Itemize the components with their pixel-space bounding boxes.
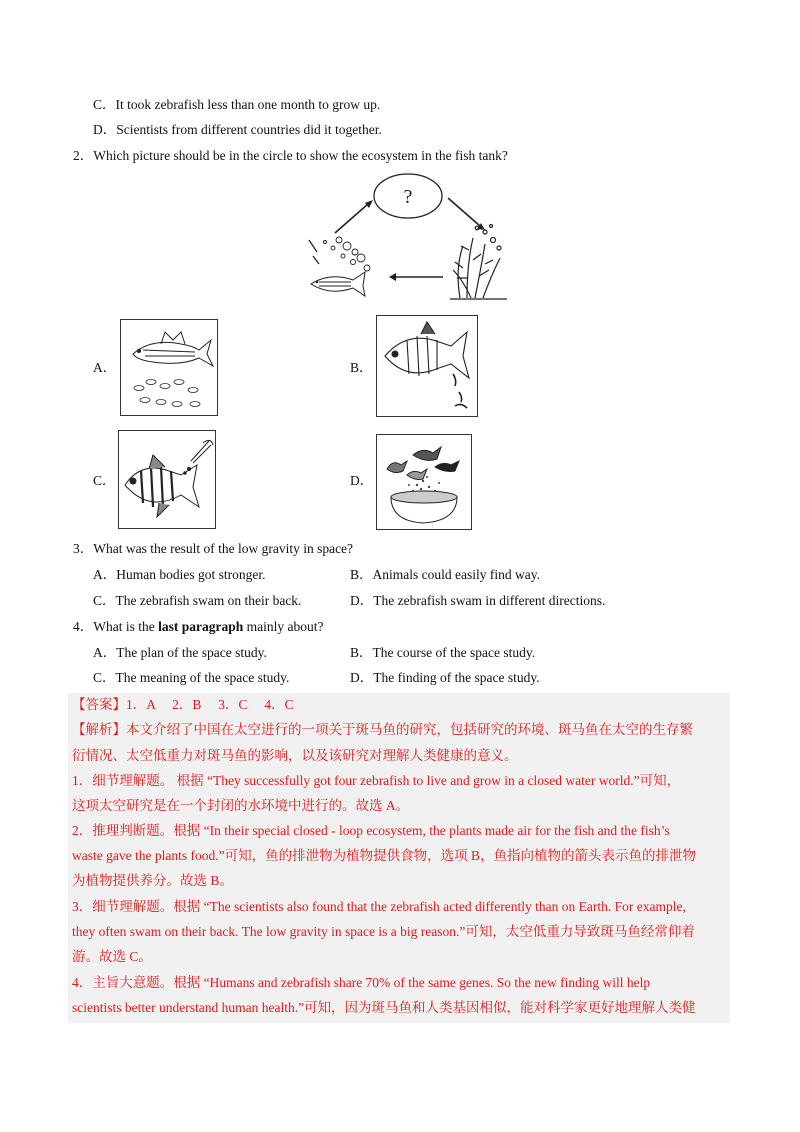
ecosystem-diagram — [295, 168, 515, 308]
q3-stem: 3．What was the result of the low gravity in space? — [73, 541, 354, 556]
q4-stem — [73, 618, 323, 636]
analysis-line-1: 【解析】本文介绍了中国在太空进行的一项关于斑马鱼的研究，包括研究的环境、斑马鱼在太空的生存繁 — [72, 722, 693, 737]
question-mark: ? — [403, 186, 413, 208]
fish-with-worms-icon — [377, 316, 477, 416]
option-c-image — [118, 430, 216, 529]
q2-option-a-label: A． — [93, 360, 117, 375]
fish-food-bowl-icon — [377, 435, 471, 529]
fish-and-fry-icon — [121, 320, 217, 415]
analysis-q1-line-1: 1．细节理解题。 根据 “They successfully got four zebrafish to live and grow in a closed water world.”可知， — [72, 773, 681, 788]
analysis-q2-line-3: 为植物提供养分。故选 B。 — [72, 873, 233, 888]
analysis-q3-line-3: 游。故选 C。 — [72, 949, 152, 964]
fish-being-fed-icon — [119, 431, 215, 528]
analysis-q3-line-1: 3．细节理解题。根据 “The scientists also found that the zebrafish acted differently than on Earth. For example, — [72, 899, 686, 914]
analysis-q4-line-1: 4．主旨大意题。根据 “Humans and zebrafish share 70% of the same genes. So the new finding will help — [72, 975, 651, 990]
q4-stem-prefix: 4．What is the — [73, 619, 159, 634]
q4-stem-bold: last paragraph — [158, 619, 244, 634]
zebrafish-icon — [311, 272, 365, 296]
q4-option-a: A．The plan of the space study. — [93, 645, 267, 660]
q3-option-c: C．The zebrafish swam on their back. — [93, 593, 302, 608]
analysis-line-2: 衍情况、太空低重力对斑马鱼的影响，以及该研究对理解人类健康的意义。 — [72, 748, 518, 763]
q4-option-d: D．The finding of the space study. — [350, 670, 540, 685]
analysis-q2-line-2: waste gave the plants food.”可知，鱼的排泄物为植物提供食物，选项 B，鱼指向植物的箭头表示鱼的排泄物 — [72, 848, 696, 863]
q3-option-b: B．Animals could easily find way. — [350, 567, 540, 582]
option-a-image — [120, 319, 218, 416]
pencil-mark-icon — [309, 240, 319, 264]
q1-option-c: C．It took zebrafish less than one month to grow up. — [93, 97, 381, 112]
q2-option-b-label: B． — [350, 360, 373, 375]
worm-icon — [453, 374, 467, 408]
option-b-image — [376, 315, 478, 417]
option-d-image — [376, 434, 472, 530]
q2-option-d-label: D． — [350, 473, 374, 488]
analysis-q4-line-2: scientists better understand human health.”可知，因为斑马鱼和人类基因相似，能对科学家更好地理解人类健 — [72, 1000, 696, 1015]
q4-stem-suffix: mainly about? — [243, 619, 324, 634]
water-plant-icon — [450, 225, 507, 300]
answer-key: 【答案】1．A 2．B 3．C 4．C — [72, 697, 294, 712]
q3-option-a: A．Human bodies got stronger. — [93, 567, 266, 582]
analysis-q1-line-2: 这项太空研究是在一个封闭的水环境中进行的。故选 A。 — [72, 798, 410, 813]
q2-option-c-label: C． — [93, 473, 116, 488]
analysis-q3-line-2: they often swam on their back. The low gravity in space is a big reason.”可知，太空低重力导致斑马鱼经常仰着 — [72, 924, 695, 939]
q1-option-d: D．Scientists from different countries did it together. — [93, 122, 382, 137]
analysis-q2-line-1: 2．推理判断题。根据 “In their special closed - loop ecosystem, the plants made air for the fish and the fish’s — [72, 823, 670, 838]
q4-option-b: B．The course of the space study. — [350, 645, 536, 660]
q3-option-d: D．The zebrafish swam in different directions. — [350, 593, 606, 608]
q2-stem: 2．Which picture should be in the circle to show the ecosystem in the fish tank? — [73, 148, 508, 163]
q4-option-c: C．The meaning of the space study. — [93, 670, 290, 685]
bubbles-icon — [324, 237, 371, 271]
